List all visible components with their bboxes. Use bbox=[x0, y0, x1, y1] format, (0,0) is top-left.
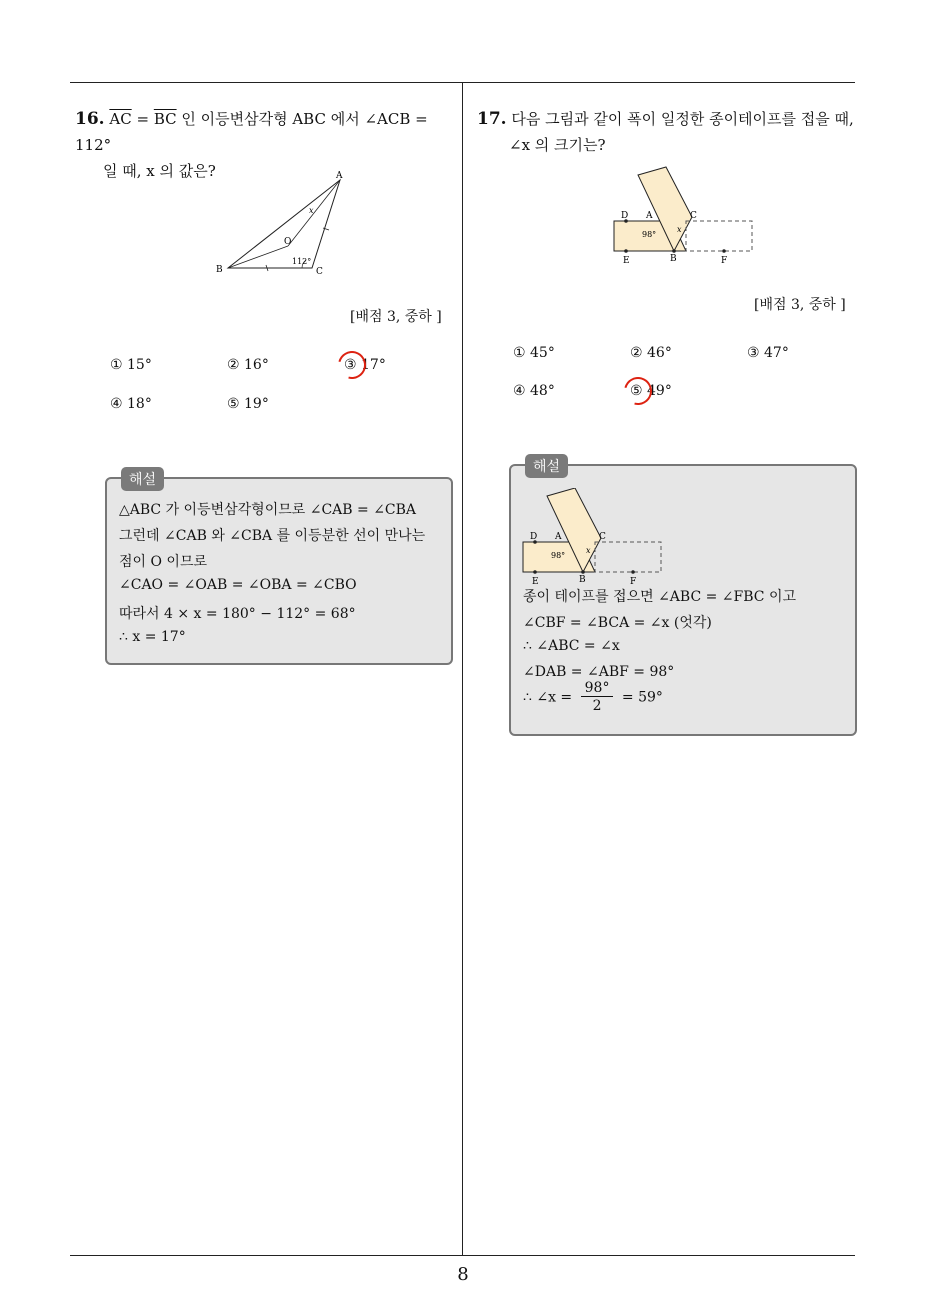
option-5[interactable]: ⑤ 19° bbox=[227, 396, 269, 412]
solution-line: ∠DAB = ∠ABF = 98° bbox=[523, 664, 675, 680]
label-angle: 112° bbox=[292, 257, 312, 266]
fraction: $\frac{98^\circ}{2}$ bbox=[581, 680, 614, 715]
label-c: C bbox=[599, 532, 606, 542]
solution-line: 그런데 ∠CAB 와 ∠CBA 를 이등분한 선이 만나는 bbox=[119, 528, 426, 544]
question-number: 17. bbox=[477, 109, 507, 129]
question-text: ∠x 의 크기는? bbox=[509, 136, 606, 154]
solution-line: ∴ ∠ABC = ∠x bbox=[523, 638, 620, 654]
label-angle: 98° bbox=[642, 230, 657, 239]
question-text: 인 이등변삼각형 ABC 에서 ∠ACB = 112° bbox=[75, 110, 428, 154]
page-number: 8 bbox=[457, 1264, 469, 1285]
label-o: O bbox=[284, 237, 292, 247]
option-1[interactable]: ① 45° bbox=[513, 345, 555, 361]
question-number: 16. bbox=[75, 109, 105, 129]
solution-final: ∴ ∠x = $\frac{98^\circ}{2}$ = 59° bbox=[523, 680, 663, 714]
solution-line: ∠CAO = ∠OAB = ∠OBA = ∠CBO bbox=[119, 577, 357, 593]
solution-line: ∠CBF = ∠BCA = ∠x (엇각) bbox=[523, 615, 712, 631]
option-4[interactable]: ④ 48° bbox=[513, 383, 555, 399]
label-c: C bbox=[690, 211, 697, 221]
solution-box-17 bbox=[509, 459, 857, 736]
score-label: [배점 3, 중하 ] bbox=[754, 297, 846, 313]
option-2[interactable]: ② 46° bbox=[630, 345, 672, 361]
question-17-stem bbox=[477, 106, 867, 158]
option-1[interactable]: ① 15° bbox=[110, 357, 152, 373]
solution-line: ∴ x = 17° bbox=[119, 629, 186, 645]
tape-figure-small bbox=[521, 488, 666, 588]
solution-line: 종이 테이프를 접으면 ∠ABC = ∠FBC 이고 bbox=[523, 589, 796, 605]
label-a: A bbox=[646, 211, 653, 221]
question-16-stem: 16. $\overline{AC} = \overline{BC}$ 인 이등변삼각형 ABC 에서 ∠ACB = 112° 일 때, x 의 값은? bbox=[75, 109, 428, 180]
label-c: C bbox=[316, 267, 323, 277]
label-b: B bbox=[216, 265, 223, 275]
label-e: E bbox=[532, 577, 539, 587]
bottom-rule bbox=[70, 1255, 855, 1256]
label-d: D bbox=[621, 211, 629, 221]
solution-tab: 해설 bbox=[525, 454, 568, 478]
segment-ac: $\overline{AC}$ bbox=[109, 110, 132, 128]
question-text: 다음 그림과 같이 폭이 일정한 종이테이프를 접을 때, bbox=[511, 110, 854, 128]
answer-mark bbox=[619, 372, 657, 410]
label-x: x bbox=[586, 546, 591, 555]
option-2[interactable]: ② 16° bbox=[227, 357, 269, 373]
label-b: B bbox=[670, 254, 677, 264]
solution-tab: 해설 bbox=[121, 467, 164, 491]
tape-figure bbox=[612, 165, 757, 267]
score-label: [배점 3, 중하 ] bbox=[350, 309, 442, 325]
question-text: 일 때, x 의 값은? bbox=[103, 162, 216, 180]
label-d: D bbox=[530, 532, 538, 542]
label-b: B bbox=[579, 575, 586, 585]
label-a: A bbox=[555, 532, 562, 542]
option-4[interactable]: ④ 18° bbox=[110, 396, 152, 412]
column-divider bbox=[462, 82, 463, 1256]
answer-mark bbox=[333, 346, 371, 384]
label-f: F bbox=[721, 256, 728, 266]
label-e: E bbox=[623, 256, 630, 266]
solution-line: 점이 O 이므로 bbox=[119, 554, 207, 570]
solution-line: △ABC 가 이등변삼각형이므로 ∠CAB = ∠CBA bbox=[119, 502, 417, 518]
label-angle: 98° bbox=[551, 551, 566, 560]
label-f: F bbox=[630, 577, 637, 587]
option-3[interactable]: ③ 17° bbox=[344, 357, 386, 373]
option-3[interactable]: ③ 47° bbox=[747, 345, 789, 361]
label-x: x bbox=[677, 225, 682, 234]
label-x: x bbox=[309, 206, 314, 215]
option-5[interactable]: ⑤ 49° bbox=[630, 383, 672, 399]
label-a: A bbox=[336, 171, 343, 181]
solution-box-16 bbox=[105, 472, 453, 665]
segment-bc: $\overline{BC}$ bbox=[153, 110, 177, 128]
solution-line: 따라서 4 × x = 180° − 112° = 68° bbox=[119, 606, 356, 622]
triangle-figure bbox=[210, 168, 350, 280]
